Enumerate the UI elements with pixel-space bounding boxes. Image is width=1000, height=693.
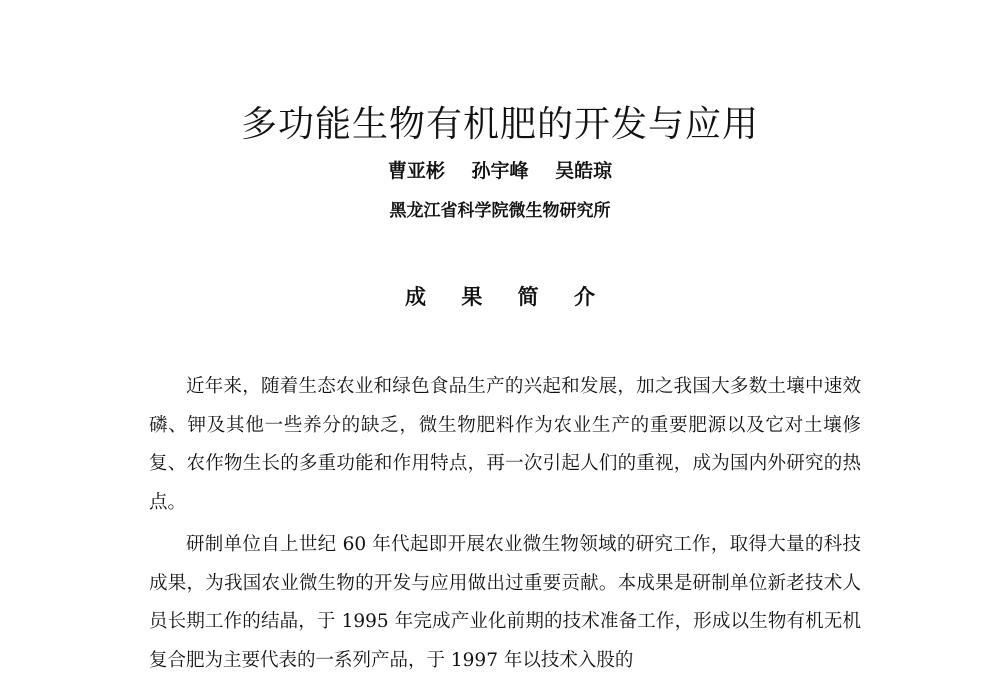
body-paragraph: 研制单位自上世纪 60 年代起即开展农业微生物领域的研究工作，取得大量的科技成果，为我国农业微生物的开发与应用做出过重要贡献。本成果是研制单位新老技术人员长期工作的结晶，于 1995 年完成产业化前期的技术准备工作，形成以生物有机无机复合肥为主要代表的一系列产品，于 1997 年以技术入股的: [149, 534, 861, 671]
author-affiliation: 黑龙江省科学院微生物研究所: [389, 201, 611, 221]
body-paragraph: 近年来，随着生态农业和绿色食品生产的兴起和发展，加之我国大多数土壤中速效磷、钾及其他一些养分的缺乏，微生物肥料作为农业生产的重要肥源以及它对土壤修复、农作物生长的多重功能和作用特点，再一次引起人们的重视，成为国内外研究的热点。: [149, 376, 861, 513]
section-heading: 成 果 简 介: [405, 285, 609, 309]
author-name: 吴皓琼: [555, 160, 613, 182]
body-text: [149, 368, 861, 680]
author-name: 曹亚彬: [387, 160, 445, 182]
author-name: 孙宇峰: [471, 160, 529, 182]
paper-title: 多功能生物有机肥的开发与应用: [240, 104, 759, 145]
author-list: [0, 158, 1000, 184]
